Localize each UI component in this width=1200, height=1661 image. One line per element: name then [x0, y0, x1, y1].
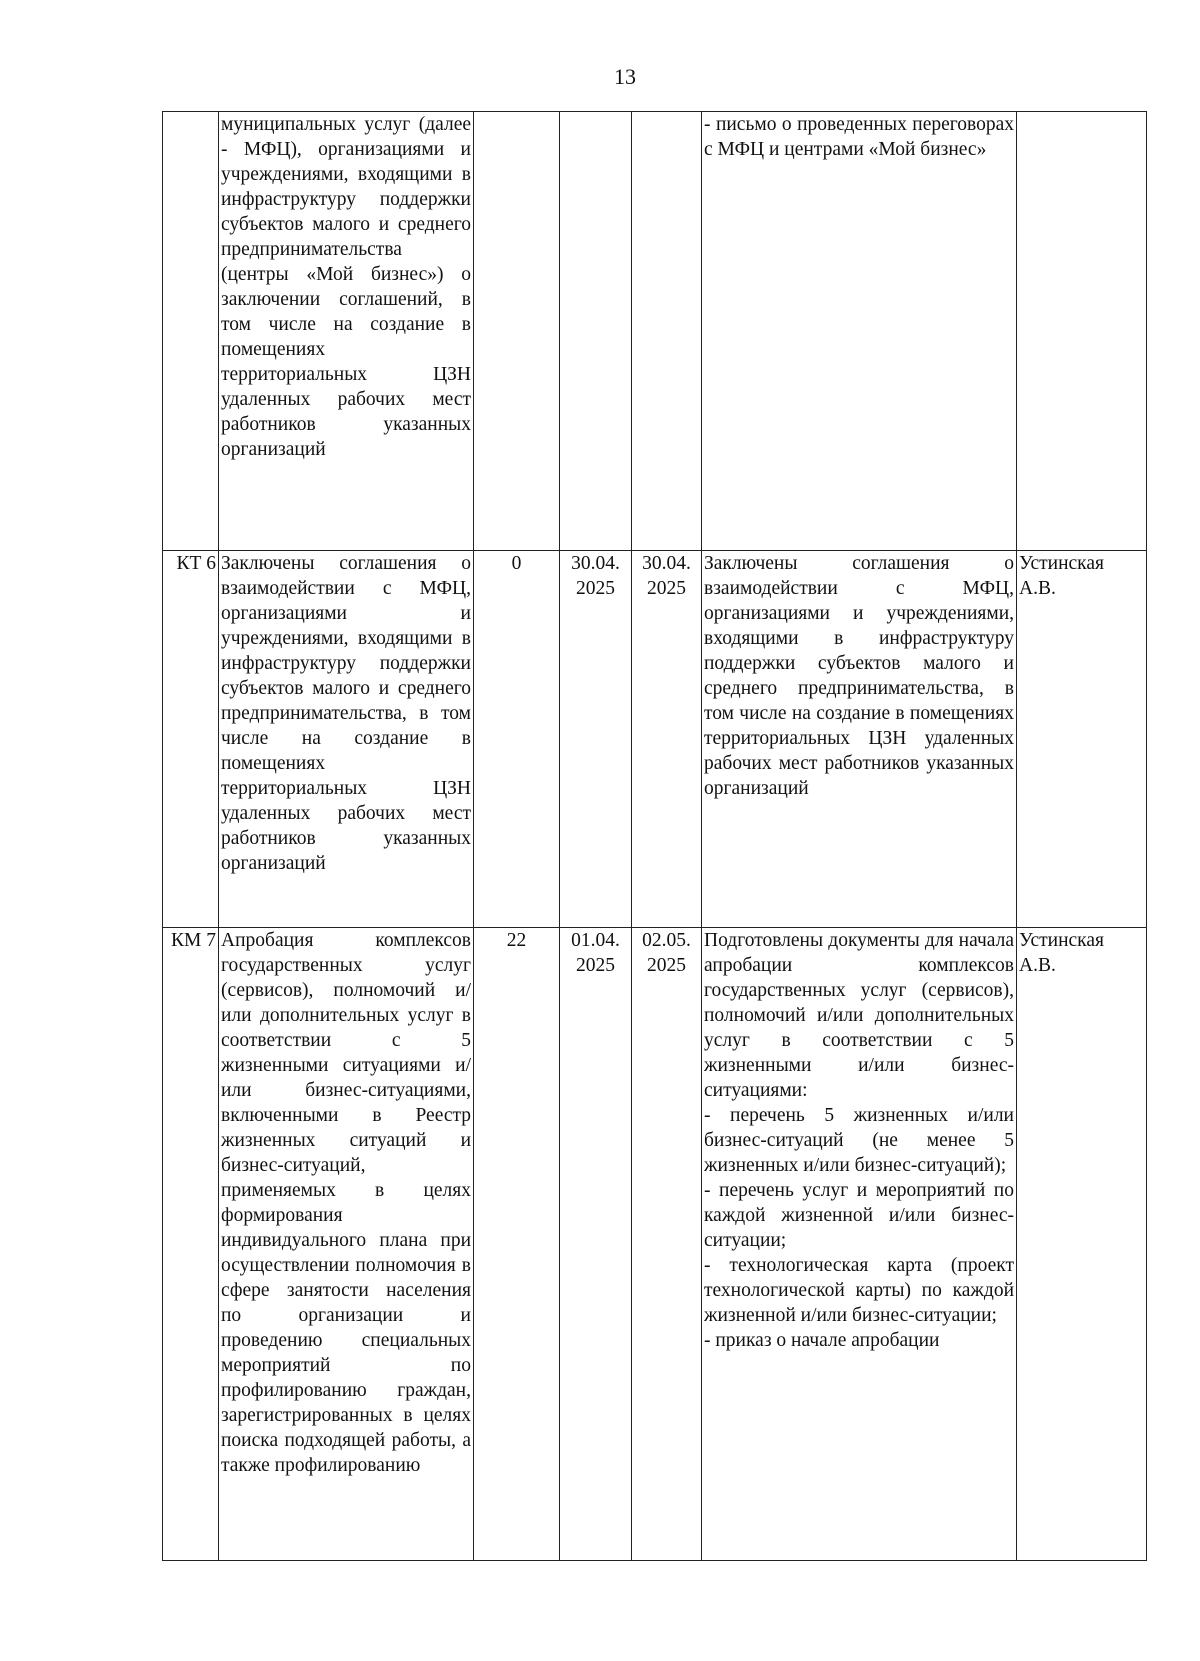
row-name: муниципальных услуг (далее - МФЦ), организациями и учреждениями, входящими в инфраструктуру поддержки субъектов малого и среднего предпринимательства (центры «Мой бизнес») о заключении соглашений, в том числе на создание в помещениях территориальных ЦЗН удаленных рабочих мест работников указанных организаций	[219, 112, 474, 551]
row-end-date	[632, 112, 702, 551]
row-end-date: 02.05. 2025	[632, 928, 702, 1561]
row-start-date	[560, 112, 632, 551]
plan-table	[162, 111, 1147, 1561]
row-value: 22	[474, 928, 560, 1561]
row-code: КТ 6	[163, 551, 219, 928]
row-end-date: 30.04. 2025	[632, 551, 702, 928]
row-code	[163, 112, 219, 551]
page-number: 13	[614, 64, 636, 89]
table-row	[163, 928, 1147, 1561]
row-result: Заключены соглашения о взаимодействии с МФЦ, организациями и учреждениями, входящими в инфраструктуру поддержки субъектов малого и среднего предпринимательства, в том числе на создание в помещениях территориальных ЦЗН удаленных рабочих мест работников указанных организаций	[702, 551, 1017, 928]
row-code: КМ 7	[163, 928, 219, 1561]
row-start-date: 01.04. 2025	[560, 928, 632, 1561]
row-responsible: Устинская А.В.	[1017, 928, 1147, 1561]
row-responsible: Устинская А.В.	[1017, 551, 1147, 928]
row-result: Подготовлены документы для начала апробации комплексов государственных услуг (сервисов), полномочий и/или дополнительных услуг в соответствии с 5 жизненными и/или бизнес-ситуациями: - перечень 5 жизненных и/или бизнес-ситуаций (не менее 5 жизненных и/или бизнес-ситуаций); - перечень услуг и мероприятий по каждой жизненной и/или бизнес-ситуации; - технологическая карта (проект технологической карты) по каждой жизненной и/или бизнес-ситуации; - приказ о начале апробации	[702, 928, 1017, 1561]
row-result: - письмо о проведенных переговорах с МФЦ и центрами «Мой бизнес»	[702, 112, 1017, 551]
row-value: 0	[474, 551, 560, 928]
table-row	[163, 112, 1147, 551]
row-name: Апробация комплексов государственных услуг (сервисов), полномочий и/или дополнительных услуг в соответствии с 5 жизненными ситуациями и/или бизнес-ситуациями, включенными в Реестр жизненных ситуаций и бизнес-ситуаций, применяемых в целях формирования индивидуального плана при осуществлении полномочия в сфере занятости населения по организации и проведению специальных мероприятий по профилированию граждан, зарегистрированных в целях поиска подходящей работы, а также профилированию	[219, 928, 474, 1561]
table-row	[163, 551, 1147, 928]
row-value	[474, 112, 560, 551]
row-responsible	[1017, 112, 1147, 551]
row-name: Заключены соглашения о взаимодействии с МФЦ, организациями и учреждениями, входящими в инфраструктуру поддержки субъектов малого и среднего предпринимательства, в том числе на создание в помещениях территориальных ЦЗН удаленных рабочих мест работников указанных организаций	[219, 551, 474, 928]
row-start-date: 30.04. 2025	[560, 551, 632, 928]
